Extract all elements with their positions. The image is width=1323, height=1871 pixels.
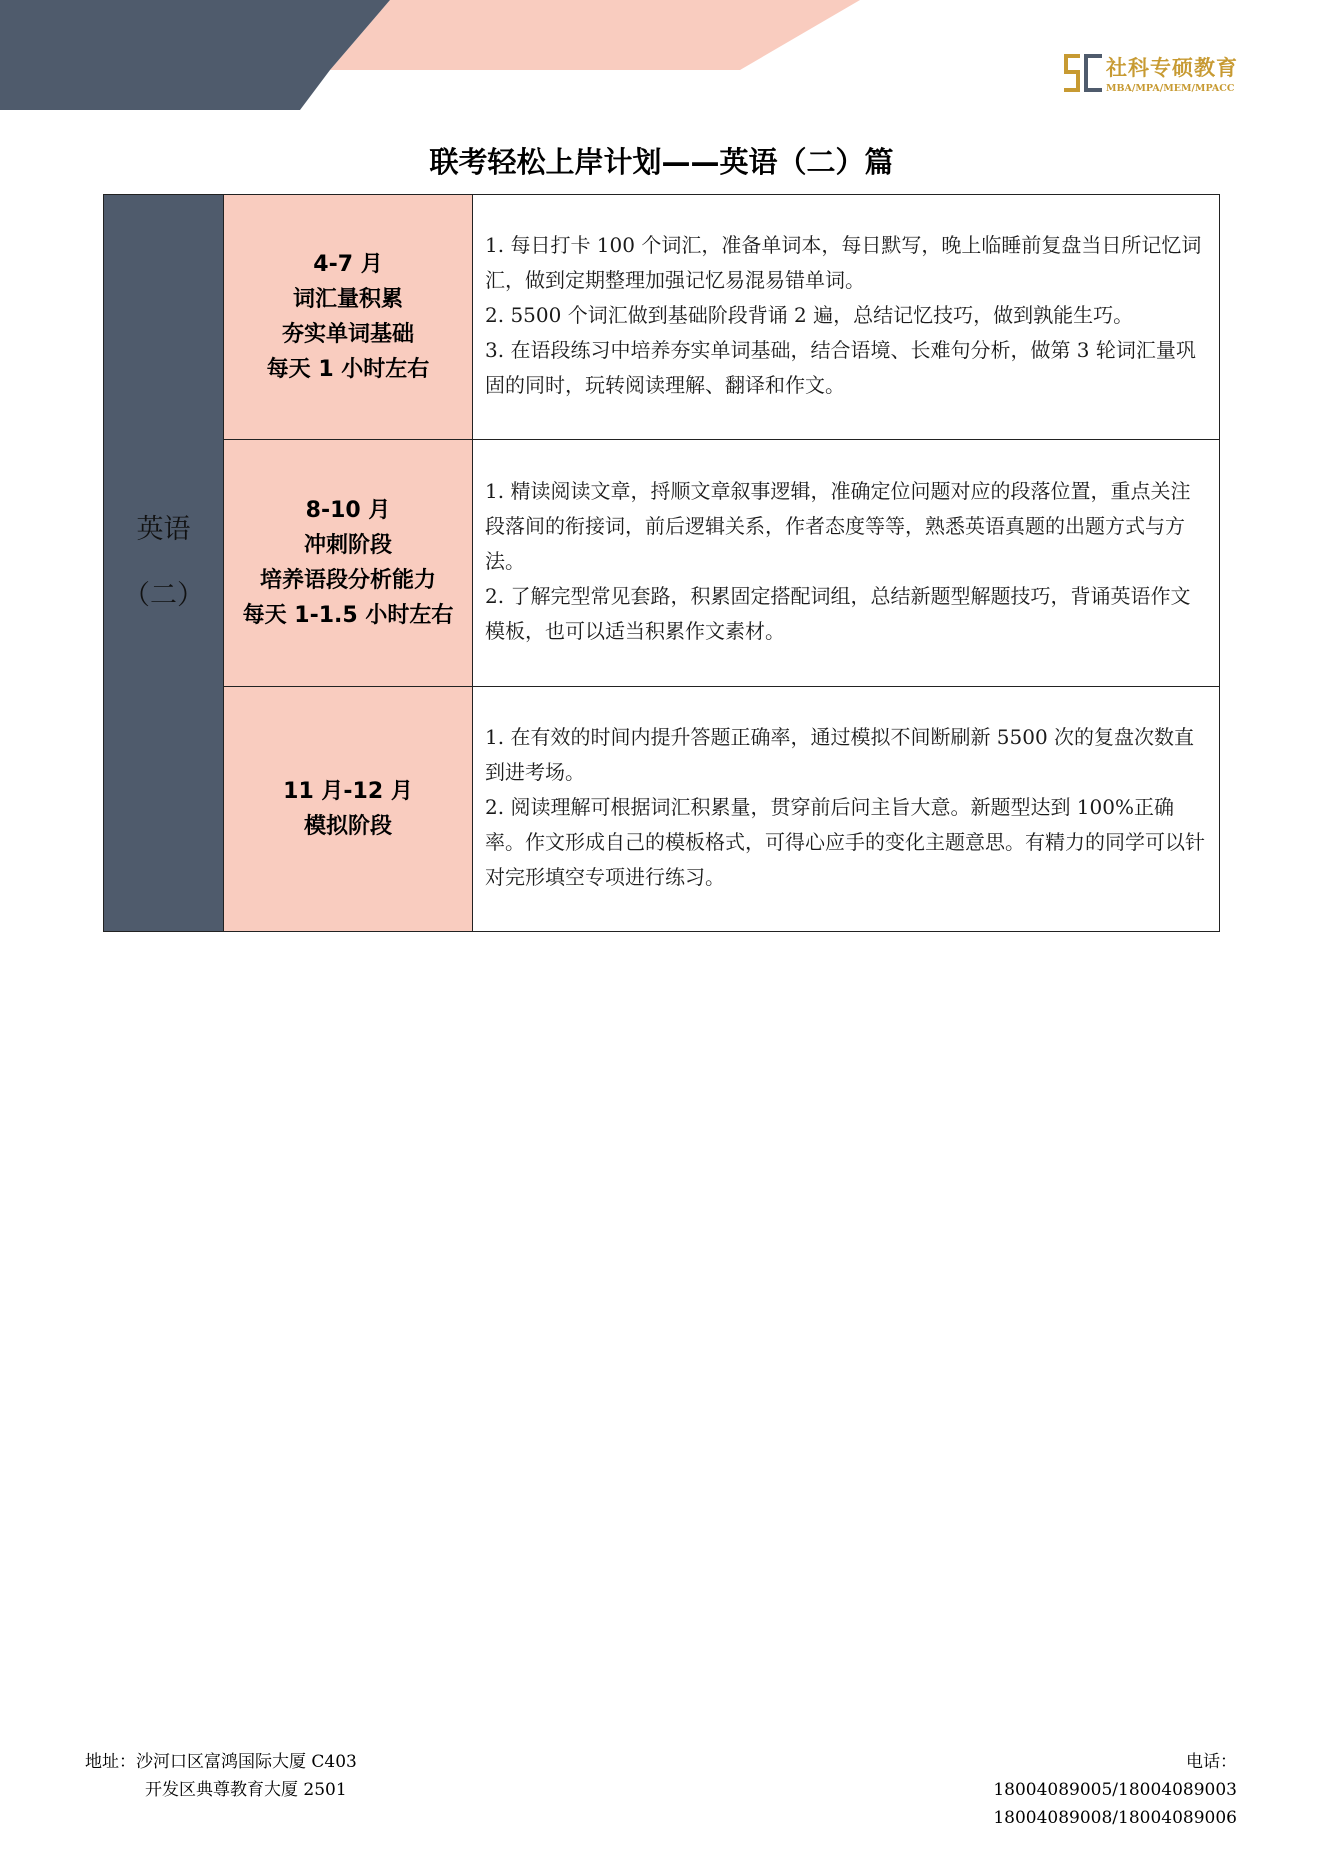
detail-item: 2. 阅读理解可根据词汇积累量，贯穿前后问主旨大意。新题型达到 100%正确率。作文形成自己的模板格式，可得心应手的变化主题意思。有精力的同学可以针对完形填空专项进行练习。 xyxy=(485,794,1205,889)
phase-period: 11 月-12 月 xyxy=(283,779,413,804)
phase-goal: 培养语段分析能力 xyxy=(259,568,436,593)
detail-item: 1. 在有效的时间内提升答题正确率，通过模拟不间断刷新 5500 次的复盘次数直到进考场。 xyxy=(485,724,1195,784)
phase-goal: 夯实单词基础 xyxy=(281,322,414,347)
phase-name: 冲刺阶段 xyxy=(303,533,392,558)
table-row xyxy=(104,195,1220,440)
detail-item: 1. 精读阅读文章，捋顺文章叙事逻辑，准确定位问题对应的段落位置，重点关注段落间的衔接词，前后逻辑关系，作者态度等等，熟悉英语真题的出题方式与方法。 xyxy=(485,478,1191,573)
subject-line-1: 英语 xyxy=(136,514,191,545)
phase-name: 词汇量积累 xyxy=(292,287,403,312)
page-title: 联考轻松上岸计划——英语（二）篇 xyxy=(429,145,894,179)
table-row xyxy=(104,687,1220,932)
phase-cell xyxy=(224,195,473,440)
detail-item: 3. 在语段练习中培养夯实单词基础，结合语境、长难句分析，做第 3 轮词汇量巩固的同时，玩转阅读理解、翻译和作文。 xyxy=(485,337,1196,397)
address-line-2: 开发区典尊教育大厦 2501 xyxy=(145,1780,347,1800)
phase-period: 4-7 月 xyxy=(313,252,383,277)
detail-cell xyxy=(473,687,1220,932)
phase-time: 每天 1 小时左右 xyxy=(266,357,430,382)
phase-time: 每天 1-1.5 小时左右 xyxy=(242,603,454,628)
footer-phone xyxy=(947,1748,1237,1832)
phone-line-1: 电话：18004089005/18004089003 xyxy=(993,1752,1237,1800)
detail-cell xyxy=(473,440,1220,687)
brand-name: 社科专硕教育 xyxy=(1106,55,1238,80)
subject-line-2: （二） xyxy=(123,580,204,611)
address-line-1: 地址：沙河口区富鸿国际大厦 C403 xyxy=(85,1752,357,1772)
subject-cell xyxy=(104,195,224,932)
phase-period: 8-10 月 xyxy=(305,498,391,523)
phase-cell xyxy=(224,687,473,932)
study-plan-table xyxy=(103,194,1220,932)
detail-item: 1. 每日打卡 100 个词汇，准备单词本，每日默写，晚上临睡前复盘当日所记忆词汇，做到定期整理加强记忆易混易错单词。 xyxy=(485,232,1202,292)
dark-band-shape xyxy=(0,0,390,110)
detail-cell xyxy=(473,195,1220,440)
table-row xyxy=(104,440,1220,687)
phase-name: 模拟阶段 xyxy=(303,814,392,839)
detail-item: 2. 了解完型常见套路，积累固定搭配词组，总结新题型解题技巧，背诵英语作文模板，也可以适当积累作文素材。 xyxy=(485,583,1191,643)
footer-address xyxy=(85,1748,357,1804)
pink-band-shape xyxy=(330,0,860,70)
phone-line-2: 18004089008/18004089006 xyxy=(993,1808,1237,1828)
brand-subtitle: MBA/MPA/MEM/MPACC xyxy=(1106,83,1235,94)
phase-cell xyxy=(224,440,473,687)
detail-item: 2. 5500 个词汇做到基础阶段背诵 2 遍，总结记忆技巧，做到孰能生巧。 xyxy=(485,302,1134,327)
logo-icon xyxy=(1062,52,1104,96)
brand-logo xyxy=(1062,52,1262,100)
